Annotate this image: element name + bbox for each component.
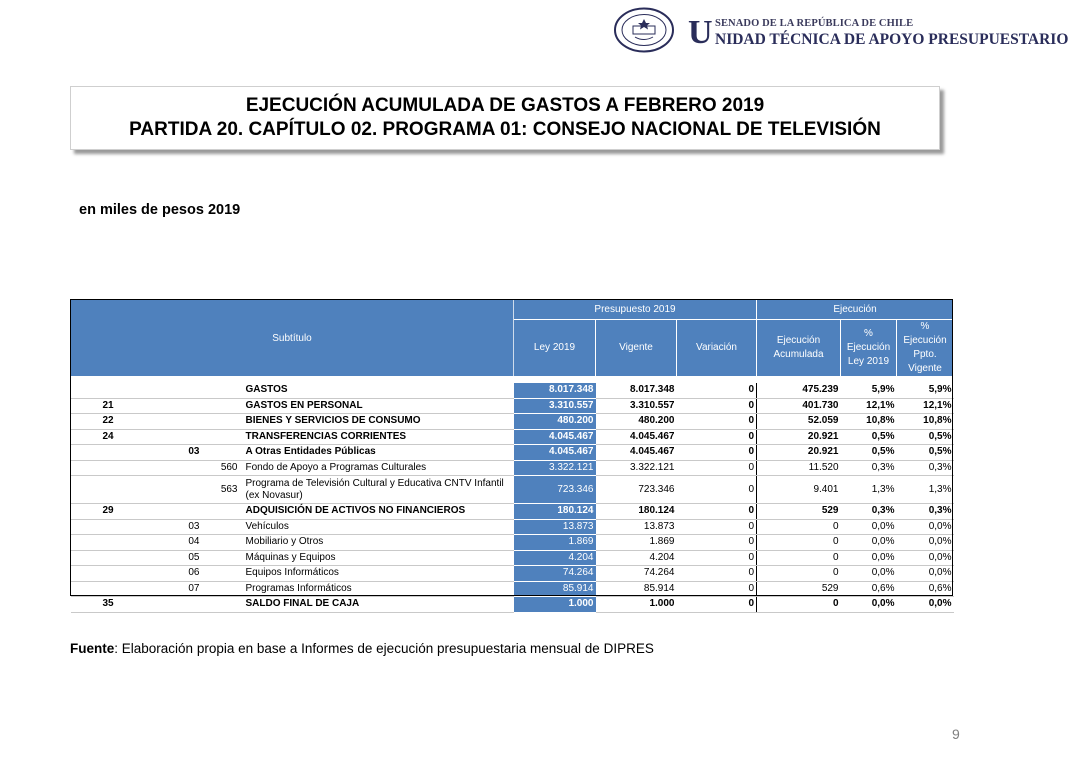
cell-ejecucion: 401.730	[757, 398, 841, 414]
cell-item	[146, 429, 206, 445]
source-note	[70, 641, 654, 656]
cell-pct-ley: 5,9%	[841, 383, 897, 398]
table-row	[71, 535, 954, 551]
title-box	[70, 86, 940, 150]
cell-subtitulo	[71, 550, 146, 566]
cell-descripcion: Vehículos	[244, 519, 514, 535]
cell-pct-vigente: 0,0%	[897, 566, 954, 582]
cell-item	[146, 460, 206, 476]
cell-pct-ley: 0,0%	[841, 550, 897, 566]
cell-ejecucion: 475.239	[757, 383, 841, 398]
cell-variacion: 0	[677, 445, 757, 461]
table-body	[71, 377, 954, 613]
table-row	[71, 504, 954, 520]
cell-variacion: 0	[677, 550, 757, 566]
header-presupuesto: Presupuesto 2019	[514, 300, 757, 320]
cell-vigente: 85.914	[596, 581, 677, 597]
cell-ley: 480.200	[514, 414, 596, 430]
cell-asignacion	[206, 383, 244, 398]
table-row	[71, 519, 954, 535]
source-label: Fuente	[70, 641, 115, 656]
cell-pct-vigente: 5,9%	[897, 383, 954, 398]
cell-item	[146, 476, 206, 504]
cell-ejecucion: 529	[757, 504, 841, 520]
cell-asignacion	[206, 597, 244, 613]
cell-variacion: 0	[677, 504, 757, 520]
cell-item: 05	[146, 550, 206, 566]
cell-ejecucion: 20.921	[757, 445, 841, 461]
cell-vigente: 4.045.467	[596, 445, 677, 461]
cell-pct-ley: 0,3%	[841, 460, 897, 476]
cell-ejecucion: 0	[757, 535, 841, 551]
cell-subtitulo: 24	[71, 429, 146, 445]
cell-asignacion	[206, 429, 244, 445]
header-ley: Ley 2019	[514, 320, 596, 377]
cell-subtitulo	[71, 445, 146, 461]
cell-ejecucion: 11.520	[757, 460, 841, 476]
cell-item	[146, 504, 206, 520]
table-row	[71, 581, 954, 597]
org-initial: U	[688, 14, 713, 51]
cell-asignacion: 563	[206, 476, 244, 504]
header-variacion: Variación	[677, 320, 757, 377]
cell-vigente: 74.264	[596, 566, 677, 582]
cell-ley: 4.045.467	[514, 429, 596, 445]
cell-item	[146, 383, 206, 398]
cell-vigente: 723.346	[596, 476, 677, 504]
cell-ley: 4.045.467	[514, 445, 596, 461]
cell-ley: 180.124	[514, 504, 596, 520]
cell-subtitulo	[71, 476, 146, 504]
cell-ley: 3.322.121	[514, 460, 596, 476]
table-row	[71, 550, 954, 566]
cell-pct-ley: 0,0%	[841, 535, 897, 551]
title-line1: EJECUCIÓN ACUMULADA DE GASTOS A FEBRERO 2019	[245, 95, 765, 116]
cell-subtitulo: 29	[71, 504, 146, 520]
cell-ejecucion: 20.921	[757, 429, 841, 445]
cell-descripcion: ADQUISICIÓN DE ACTIVOS NO FINANCIEROS	[244, 504, 514, 520]
cell-subtitulo	[71, 566, 146, 582]
cell-ley: 1.000	[514, 597, 596, 613]
cell-pct-ley: 0,5%	[841, 445, 897, 461]
cell-variacion: 0	[677, 581, 757, 597]
cell-pct-vigente: 0,0%	[897, 535, 954, 551]
cell-vigente: 4.045.467	[596, 429, 677, 445]
table-row	[71, 476, 954, 504]
org-line2: NIDAD TÉCNICA DE APOYO PRESUPUESTARIO	[715, 31, 1068, 48]
units-label: en miles de pesos 2019	[79, 202, 241, 218]
cell-vigente: 4.204	[596, 550, 677, 566]
cell-descripcion: Equipos Informáticos	[244, 566, 514, 582]
page-number: 9	[952, 726, 960, 742]
header-ejecucion: Ejecución	[757, 300, 954, 320]
cell-asignacion	[206, 398, 244, 414]
senado-seal-logo	[613, 7, 675, 53]
table-row	[71, 460, 954, 476]
cell-pct-ley: 0,6%	[841, 581, 897, 597]
cell-pct-ley: 10,8%	[841, 414, 897, 430]
cell-ejecucion: 0	[757, 519, 841, 535]
cell-asignacion	[206, 445, 244, 461]
cell-pct-ley: 0,0%	[841, 566, 897, 582]
cell-vigente: 1.869	[596, 535, 677, 551]
cell-pct-vigente: 1,3%	[897, 476, 954, 504]
cell-item	[146, 597, 206, 613]
cell-variacion: 0	[677, 429, 757, 445]
cell-pct-ley: 0,0%	[841, 597, 897, 613]
cell-ley: 74.264	[514, 566, 596, 582]
cell-ley: 85.914	[514, 581, 596, 597]
cell-asignacion	[206, 566, 244, 582]
cell-ley: 3.310.557	[514, 398, 596, 414]
header-subtitulo: Subtítulo	[71, 300, 514, 377]
cell-variacion: 0	[677, 383, 757, 398]
cell-descripcion: Mobiliario y Otros	[244, 535, 514, 551]
cell-ley: 13.873	[514, 519, 596, 535]
cell-pct-ley: 0,5%	[841, 429, 897, 445]
table-row	[71, 414, 954, 430]
cell-ejecucion: 529	[757, 581, 841, 597]
cell-descripcion: GASTOS	[244, 383, 514, 398]
table-row	[71, 566, 954, 582]
cell-ejecucion: 52.059	[757, 414, 841, 430]
table-row	[71, 597, 954, 613]
cell-ley: 4.204	[514, 550, 596, 566]
cell-ley: 723.346	[514, 476, 596, 504]
cell-descripcion: GASTOS EN PERSONAL	[244, 398, 514, 414]
cell-vigente: 8.017.348	[596, 383, 677, 398]
cell-subtitulo: 35	[71, 597, 146, 613]
cell-vigente: 13.873	[596, 519, 677, 535]
cell-pct-vigente: 0,5%	[897, 445, 954, 461]
table-row	[71, 383, 954, 398]
cell-pct-vigente: 0,3%	[897, 460, 954, 476]
cell-pct-vigente: 12,1%	[897, 398, 954, 414]
cell-subtitulo	[71, 460, 146, 476]
cell-ejecucion: 0	[757, 550, 841, 566]
cell-pct-vigente: 0,0%	[897, 550, 954, 566]
cell-pct-vigente: 0,0%	[897, 597, 954, 613]
cell-asignacion	[206, 504, 244, 520]
cell-subtitulo	[71, 581, 146, 597]
cell-pct-vigente: 0,3%	[897, 504, 954, 520]
cell-variacion: 0	[677, 476, 757, 504]
cell-pct-vigente: 0,0%	[897, 519, 954, 535]
cell-subtitulo: 22	[71, 414, 146, 430]
cell-descripcion: Fondo de Apoyo a Programas Culturales	[244, 460, 514, 476]
cell-vigente: 180.124	[596, 504, 677, 520]
cell-ley: 1.869	[514, 535, 596, 551]
cell-ley: 8.017.348	[514, 383, 596, 398]
cell-subtitulo	[71, 535, 146, 551]
source-text: : Elaboración propia en base a Informes de ejecución presupuestaria mensual de DIPRES	[114, 641, 654, 656]
cell-vigente: 1.000	[596, 597, 677, 613]
cell-variacion: 0	[677, 566, 757, 582]
cell-item: 04	[146, 535, 206, 551]
table-row	[71, 398, 954, 414]
cell-pct-ley: 12,1%	[841, 398, 897, 414]
header-ejec-acumulada: Ejecución Acumulada	[757, 320, 841, 377]
cell-asignacion	[206, 414, 244, 430]
org-line1: SENADO DE LA REPÚBLICA DE CHILE	[715, 18, 914, 29]
cell-pct-ley: 0,0%	[841, 519, 897, 535]
cell-pct-ley: 1,3%	[841, 476, 897, 504]
cell-item: 03	[146, 445, 206, 461]
cell-vigente: 3.322.121	[596, 460, 677, 476]
cell-pct-ley: 0,3%	[841, 504, 897, 520]
cell-variacion: 0	[677, 414, 757, 430]
budget-table	[70, 299, 954, 613]
header-pct-vigente: % Ejecución Ppto. Vigente	[897, 320, 954, 377]
cell-variacion: 0	[677, 519, 757, 535]
cell-ejecucion: 0	[757, 597, 841, 613]
cell-subtitulo: 21	[71, 398, 146, 414]
cell-descripcion: TRANSFERENCIAS CORRIENTES	[244, 429, 514, 445]
cell-item: 06	[146, 566, 206, 582]
table-row	[71, 429, 954, 445]
cell-pct-vigente: 0,6%	[897, 581, 954, 597]
cell-item: 03	[146, 519, 206, 535]
cell-subtitulo	[71, 383, 146, 398]
cell-item	[146, 414, 206, 430]
cell-item	[146, 398, 206, 414]
cell-descripcion: Máquinas y Equipos	[244, 550, 514, 566]
header-pct-ley: % Ejecución Ley 2019	[841, 320, 897, 377]
cell-ejecucion: 9.401	[757, 476, 841, 504]
cell-variacion: 0	[677, 398, 757, 414]
cell-descripcion: BIENES Y SERVICIOS DE CONSUMO	[244, 414, 514, 430]
cell-pct-vigente: 0,5%	[897, 429, 954, 445]
table-row	[71, 445, 954, 461]
cell-asignacion	[206, 519, 244, 535]
cell-descripcion: A Otras Entidades Públicas	[244, 445, 514, 461]
cell-asignacion	[206, 550, 244, 566]
cell-asignacion	[206, 581, 244, 597]
header-vigente: Vigente	[596, 320, 677, 377]
cell-vigente: 480.200	[596, 414, 677, 430]
cell-variacion: 0	[677, 460, 757, 476]
cell-asignacion	[206, 535, 244, 551]
cell-subtitulo	[71, 519, 146, 535]
cell-variacion: 0	[677, 535, 757, 551]
cell-variacion: 0	[677, 597, 757, 613]
cell-pct-vigente: 10,8%	[897, 414, 954, 430]
cell-item: 07	[146, 581, 206, 597]
cell-ejecucion: 0	[757, 566, 841, 582]
title-line2: PARTIDA 20. CAPÍTULO 02. PROGRAMA 01: CONSEJO NACIONAL DE TELEVISIÓN	[129, 119, 881, 140]
cell-asignacion: 560	[206, 460, 244, 476]
cell-vigente: 3.310.557	[596, 398, 677, 414]
cell-descripcion: Programa de Televisión Cultural y Educativa CNTV Infantil (ex Novasur)	[244, 476, 514, 504]
cell-descripcion: Programas Informáticos	[244, 581, 514, 597]
cell-descripcion: SALDO FINAL DE CAJA	[244, 597, 514, 613]
